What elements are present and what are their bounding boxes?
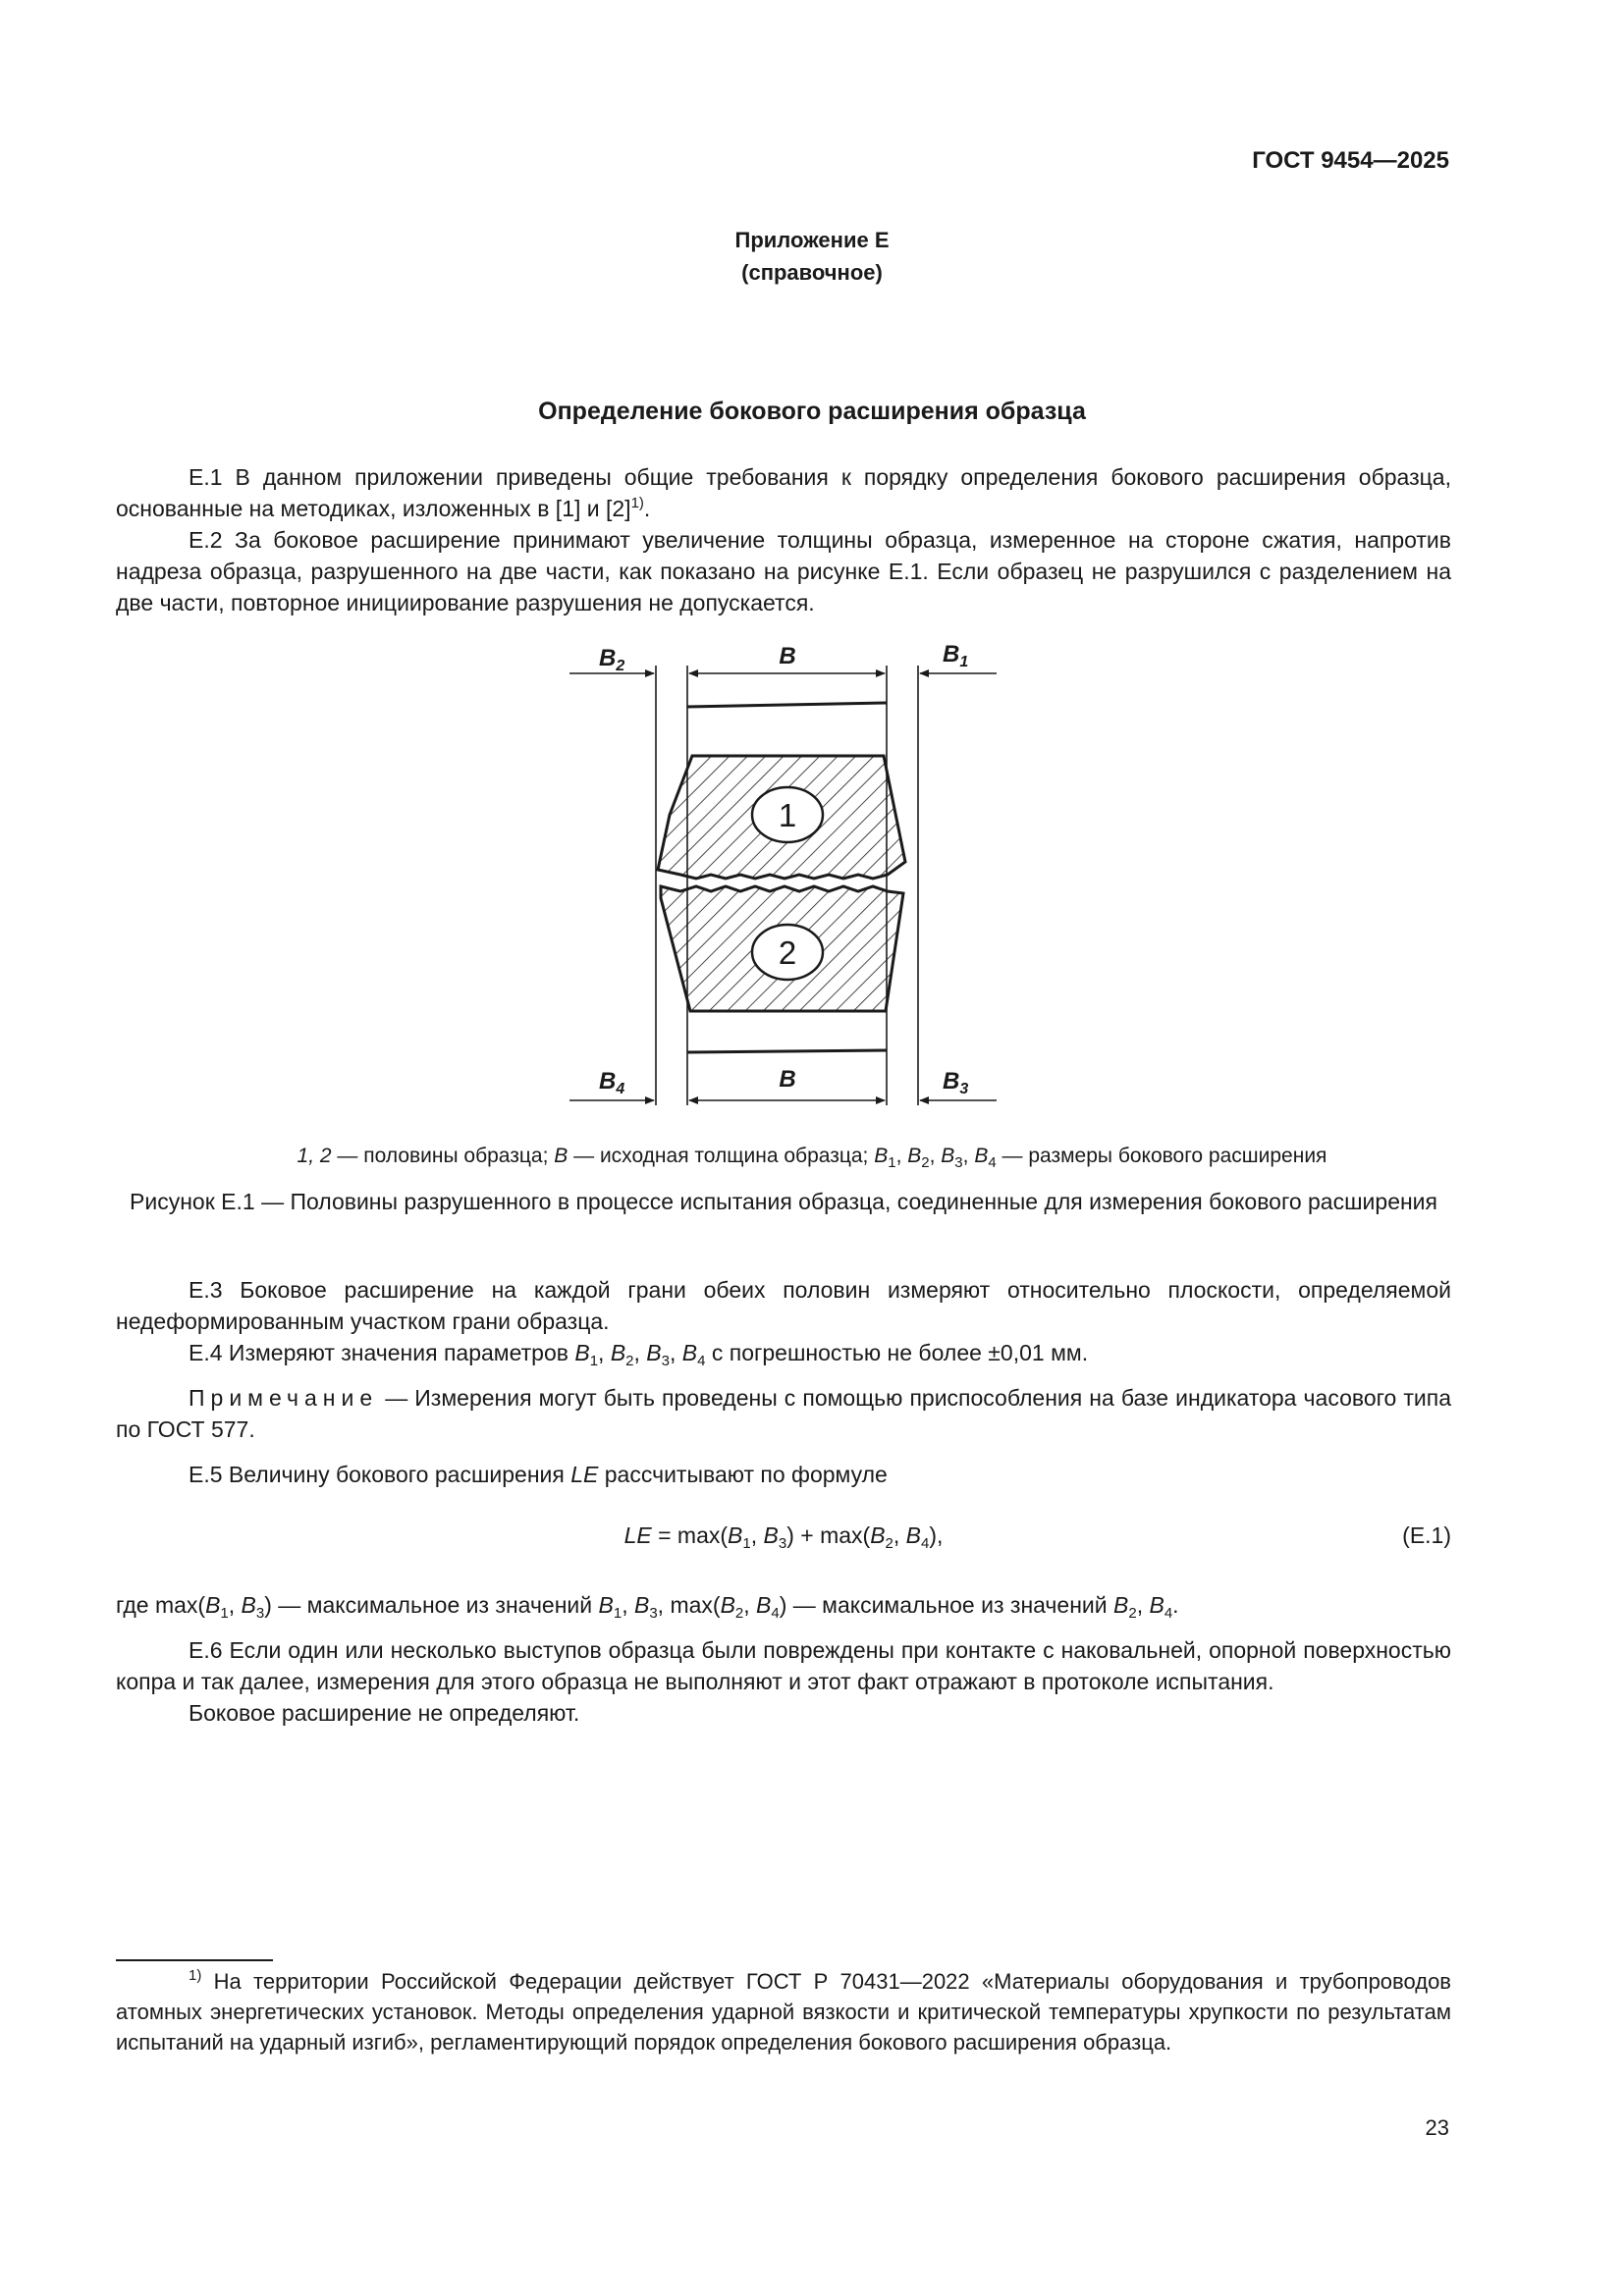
formula-number: (Е.1)	[1402, 1522, 1451, 1548]
intro-paragraphs	[116, 461, 1451, 618]
paragraph-e1: Е.1 В данном приложении приведены общие требования к порядку определения бокового расширения образца, основанные на методиках, изложенных в [1] и $[2]^{1)}$.	[116, 464, 1451, 521]
appendix-label: Приложение Е	[734, 228, 890, 252]
dim-label-b3: $B_3$	[943, 1068, 969, 1097]
footnote-divider	[116, 1959, 273, 1961]
dim-label-b2: $B_2$	[599, 645, 625, 674]
body-paragraphs	[116, 1274, 1451, 1490]
section-title: Определение бокового расширения образца	[538, 398, 1086, 425]
document-code: ГОСТ 9454—2025	[1252, 147, 1449, 174]
dim-label-b-top: B	[779, 643, 796, 669]
note-paragraph: Примечание — Измерения могут быть проведены с помощью приспособления на базе индикатора часового типа по ГОСТ 577.	[116, 1385, 1451, 1442]
closing-paragraphs	[116, 1589, 1451, 1729]
page-number: 23	[1425, 2115, 1449, 2140]
note-label: Примечание	[189, 1385, 379, 1411]
footnote-ref: 1)	[630, 495, 644, 511]
paragraph-e2: Е.2 За боковое расширение принимают увеличение толщины образца, измеренное на стороне сжатия, напротив надреза образца, разрушенного на две части, как показано на рисунке Е.1. Если образец не разрушился с разделением на две части, повторное инициирование разрушения не допускается.	[116, 527, 1451, 615]
paragraph-e5: Е.5 Величину бокового расширения LE рассчитывают по формуле	[189, 1462, 888, 1487]
appendix-heading	[0, 224, 1624, 289]
dim-label-b1: $B_1$	[943, 641, 969, 670]
paragraph-no-measure: Боковое расширение не определяют.	[189, 1700, 580, 1726]
dim-label-b4: $B_4$	[599, 1068, 625, 1097]
figure-caption: Рисунок Е.1 — Половины разрушенного в процессе испытания образца, соединенные для измерения бокового расширения	[130, 1189, 1437, 1214]
where-paragraph: где $\max(B_1$, $B_3$) — максимальное из значений $B_1$, $B_3$, $\max(B_2$, $B_4$) — максимальное из значений $B_2$, $B_4$.	[116, 1592, 1179, 1622]
formula-expression: LE = $\max(B_1$, $B_3) + \max(B_2$, $B_4$),	[623, 1522, 944, 1552]
half-1-label: 1	[778, 797, 797, 833]
figure-e1	[550, 628, 1001, 1119]
footnote: $^{1)}$ На территории Российской Федерации действует ГОСТ Р 70431—2022 «Материалы оборудования и трубопроводов атомных энергетических установок. Методы определения ударной вязкости и критической температуры хрупкости по результатам испытаний на ударный изгиб», регламентирующий порядок определения бокового расширения образца.	[116, 1967, 1451, 2055]
figure-legend: 1, 2 — половины образца; B — исходная толщина образца; $B_1$, $B_2$, $B_3$, $B_4$ — размеры бокового расширения	[297, 1145, 1327, 1171]
formula-e1	[116, 1519, 1451, 1552]
paragraph-e4: Е.4 Измеряют значения параметров $B_1$, $B_2$, $B_3$, $B_4$ с погрешностью не более ±0,01 мм.	[189, 1340, 1089, 1369]
appendix-type: (справочное)	[741, 260, 883, 285]
paragraph-e3: Е.3 Боковое расширение на каждой грани обеих половин измеряют относительно плоскости, определяемой недеформированным участком грани образца.	[116, 1277, 1451, 1334]
dim-label-b-bottom: B	[779, 1066, 796, 1093]
footnote-mark: 1)	[189, 1967, 202, 1984]
half-2-label: 2	[778, 934, 797, 971]
paragraph-e6: Е.6 Если один или несколько выступов образца были повреждены при контакте с наковальней, опорной поверхностью копра и так далее, измерения для этого образца не выполняют и этот факт отражают в протоколе испытания.	[116, 1637, 1451, 1694]
